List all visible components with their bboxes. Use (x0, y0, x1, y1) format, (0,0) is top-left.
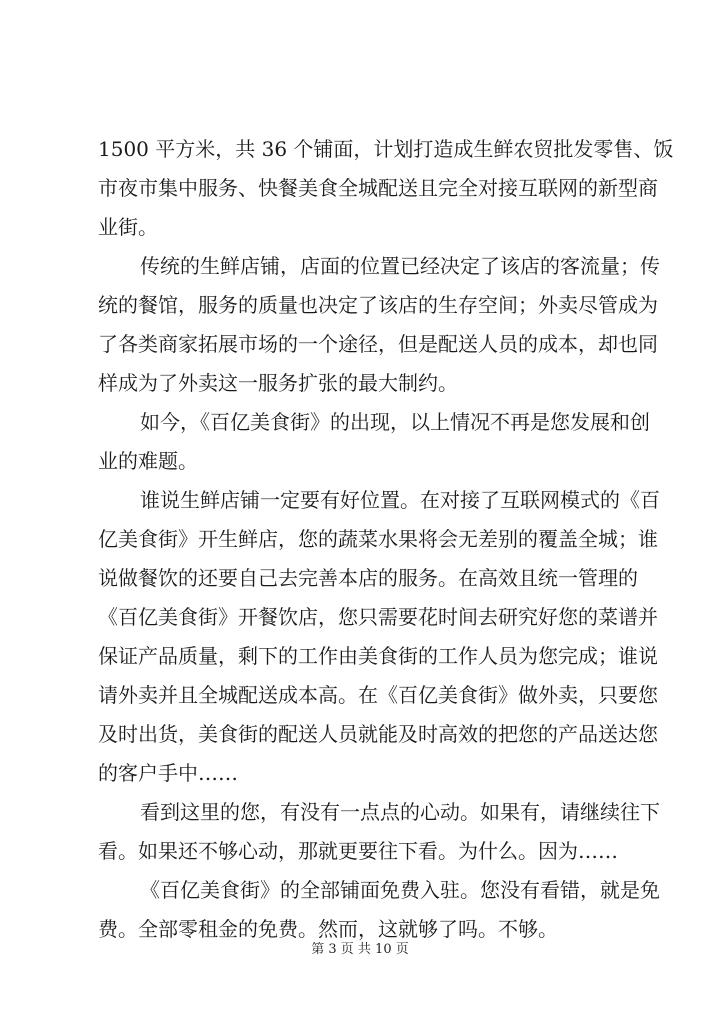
text-line: 及时出货，美食街的配送人员就能及时高效的把您的产品送达您 (98, 722, 658, 746)
text-line: 传统的生鲜店铺，店面的位置已经决定了该店的客流量；传 (140, 254, 660, 278)
paragraph (98, 797, 660, 875)
text-line: 业的难题。 (98, 449, 198, 473)
text-line: 了各类商家拓展市场的一个途径，但是配送人员的成本，却也同 (98, 332, 658, 356)
paragraph (98, 134, 674, 251)
text-line: 《百亿美食街》开餐饮店，您只需要花时间去研究好您的菜谱并 (98, 605, 658, 629)
document-body (98, 134, 674, 953)
text-line: 的客户手中…… (98, 761, 238, 785)
text-line: 说做餐饮的还要自己去完善本店的服务。在高效且统一管理的 (98, 566, 638, 590)
text-line: 1500 平方米，共 36 个铺面，计划打造成生鲜农贸批发零售、饭 (98, 137, 674, 161)
paragraph (98, 485, 660, 797)
text-line: 谁说生鲜店铺一定要有好位置。在对接了互联网模式的《百 (140, 488, 660, 512)
text-line: 亿美食街》开生鲜店，您的蔬菜水果将会无差别的覆盖全城；谁 (98, 527, 658, 551)
text-line: 市夜市集中服务、快餐美食全城配送且完全对接互联网的新型商 (98, 176, 658, 200)
text-line: 看。如果还不够心动，那就更要往下看。为什么。因为…… (98, 839, 618, 863)
text-line: 业街。 (98, 215, 158, 239)
paragraph (98, 407, 650, 485)
text-line: 统的餐馆，服务的质量也决定了该店的生存空间；外卖尽管成为 (98, 293, 658, 317)
text-line: 如今，《百亿美食街》的出现，以上情况不再是您发展和创 (140, 410, 650, 434)
text-line: 费。全部零租金的免费。然而，这就够了吗。不够。 (98, 917, 558, 941)
text-line: 保证产品质量，剩下的工作由美食街的工作人员为您完成；谁说 (98, 644, 658, 668)
text-line: 请外卖并且全城配送成本高。在《百亿美食街》做外卖，只要您 (98, 683, 658, 707)
text-line: 样成为了外卖这一服务扩张的最大制约。 (98, 371, 458, 395)
text-line: 看到这里的您，有没有一点点的心动。如果有，请继续往下 (140, 800, 660, 824)
text-line: 《百亿美食街》的全部铺面免费入驻。您没有看错，就是免 (140, 878, 660, 902)
page-footer: 第 3 页 共 10 页 (311, 942, 409, 957)
paragraph (98, 251, 660, 407)
